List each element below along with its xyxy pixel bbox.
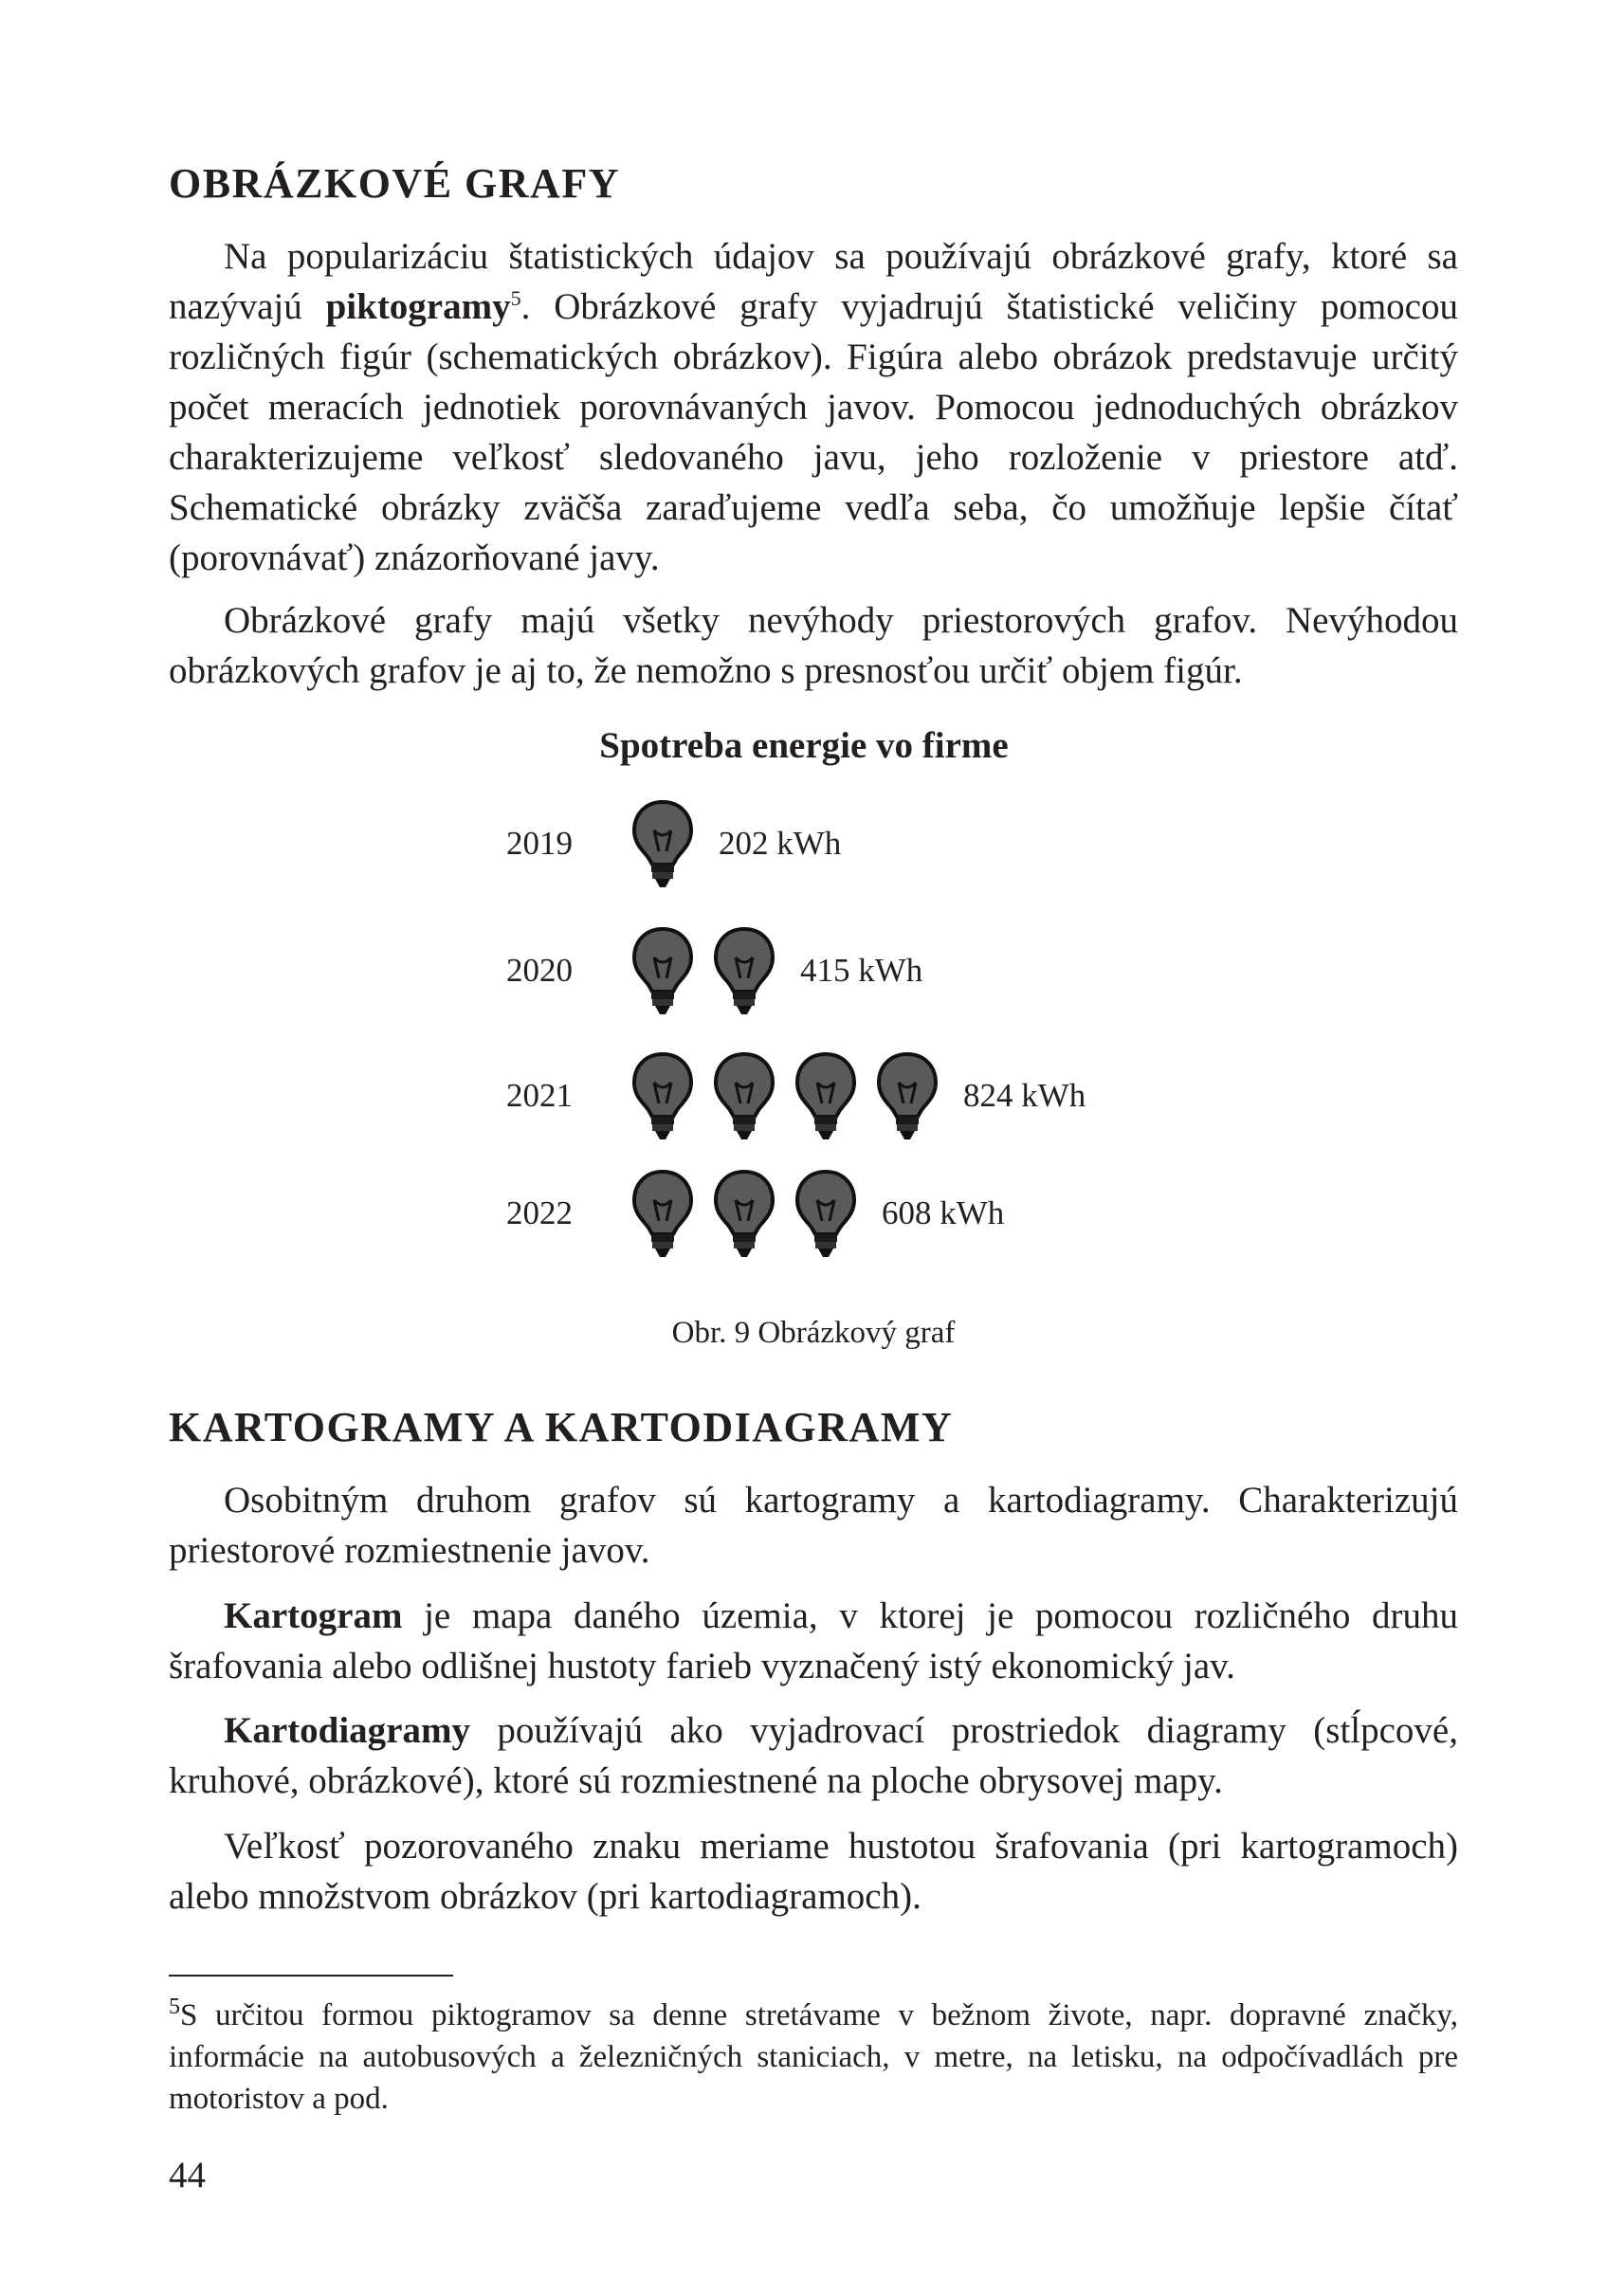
footnote-divider bbox=[169, 1975, 453, 1977]
chart-row-2019 bbox=[169, 798, 1458, 893]
light-bulb-icon bbox=[793, 1050, 859, 1141]
chart-row-2022 bbox=[169, 1168, 1458, 1263]
light-bulb-icon bbox=[630, 798, 696, 889]
light-bulb-icon bbox=[793, 1168, 859, 1259]
paragraph-kartodiagramy bbox=[169, 1705, 1458, 1806]
figure-caption: Obr. 9 Obrázkový graf bbox=[671, 1316, 956, 1350]
value-label: 202 kWh bbox=[719, 825, 842, 862]
page-number: 44 bbox=[169, 2155, 206, 2196]
footnote-mark: 5 bbox=[169, 1995, 180, 2019]
category-label: 2020 bbox=[506, 952, 573, 989]
paragraph-text: Na popularizáciu štatistických údajov sa používajú obrázkové grafy, ktoré sa nazývajú bbox=[169, 236, 1458, 327]
chart-title: Spotreba energie vo firme bbox=[599, 725, 1009, 766]
footnote bbox=[169, 1995, 1458, 2120]
term-kartodiagramy: Kartodiagramy bbox=[224, 1710, 470, 1751]
light-bulb-icon bbox=[711, 1050, 777, 1141]
light-bulb-icon bbox=[630, 925, 696, 1016]
paragraph-text: používajú ako vyjadrovací prostriedok diagramy (stĺpcové, kruhové, obrázkové), ktoré sú rozmiestnené na ploche obrysovej mapy. bbox=[169, 1710, 1458, 1801]
paragraph-text: . Obrázkové grafy vyjadrujú štatistické veličiny pomocou rozličných figúr (schematických obrázkov). Figúra alebo obrázok predstavuje určitý počet meracích jednotiek porovnávaných javov. Pomocou jednoduchých obrázkov charakterizujeme veľkosť sledovaného javu, jeho rozloženie v priestore atď. Schematické obrázky zväčša zaraďujeme vedľa seba, čo umožňuje lepšie čítať (porovnávať) znázorňované javy. bbox=[169, 286, 1458, 578]
light-bulb-icon bbox=[874, 1050, 940, 1141]
term-piktogramy: piktogramy bbox=[325, 286, 511, 327]
paragraph-velkost: Veľkosť pozorovaného znaku meriame hustotou šrafovania (pri kartogramoch) alebo množstvom obrázkov (pri kartodiagramoch). bbox=[169, 1826, 1458, 1917]
light-bulb-icon bbox=[630, 1050, 696, 1141]
value-label: 608 kWh bbox=[882, 1194, 1005, 1231]
category-label: 2019 bbox=[506, 825, 573, 862]
light-bulb-icon bbox=[630, 1168, 696, 1259]
paragraph-osobitnym: Osobitným druhom grafov sú kartogramy a kartodiagramy. Charakterizujú priestorové rozmiestnenie javov. bbox=[169, 1480, 1458, 1571]
section-heading-obrazkove-grafy: OBRÁZKOVÉ GRAFY bbox=[169, 160, 620, 207]
term-kartogram: Kartogram bbox=[224, 1595, 403, 1636]
chart-row-2020 bbox=[169, 925, 1458, 1020]
light-bulb-icon bbox=[711, 925, 777, 1016]
light-bulb-icon bbox=[711, 1168, 777, 1259]
paragraph-nevyhody: Obrázkové grafy majú všetky nevýhody priestorových grafov. Nevýhodou obrázkových grafov je aj to, že nemožno s presnosťou určiť objem figúr. bbox=[169, 600, 1458, 691]
value-label: 415 kWh bbox=[800, 952, 923, 989]
footnote-text: S určitou formou piktogramov sa denne stretávame v bežnom živote, napr. dopravné značky, informácie na autobusových a železničných staniciach, v metre, na letisku, na odpočívadlách pre motoristov a pod. bbox=[169, 1998, 1458, 2116]
paragraph-kartogram bbox=[169, 1591, 1458, 1691]
paragraph-piktogramy bbox=[169, 231, 1458, 583]
category-label: 2021 bbox=[506, 1077, 573, 1114]
chart-row-2021 bbox=[169, 1050, 1458, 1145]
section-heading-kartogramy: KARTOGRAMY A KARTODIAGRAMY bbox=[169, 1404, 954, 1450]
value-label: 824 kWh bbox=[963, 1077, 1086, 1114]
category-label: 2022 bbox=[506, 1194, 573, 1231]
footnote-reference: 5 bbox=[510, 286, 521, 310]
paragraph-text: je mapa daného územia, v ktorej je pomocou rozličného druhu šrafovania alebo odlišnej hustoty farieb vyznačený istý ekonomický jav. bbox=[169, 1595, 1458, 1686]
